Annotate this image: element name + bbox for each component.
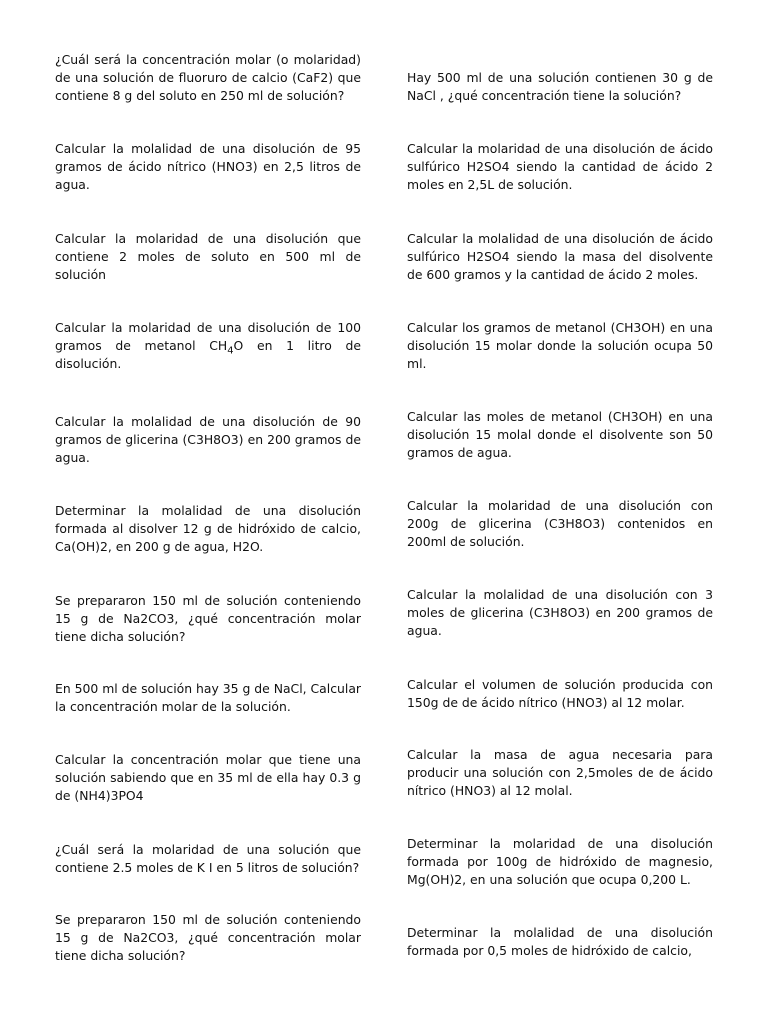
problem-right-10: Determinar la molaridad de una disolución formada por 100g de hidróxido de magnesio, Mg(OH)2, en una solución que ocupa 0,200 L.	[407, 836, 713, 887]
problem-left-10: ¿Cuál será la molaridad de una solución que contiene 2.5 moles de K I en 5 litros de solución?	[55, 842, 361, 875]
problem-left-2: Calcular la molalidad de una disolución de 95 gramos de ácido nítrico (HNO3) en 2,5 litros de agua.	[55, 141, 361, 192]
problem-left-4-text-b: O en 1 litro de disolución.	[55, 338, 361, 371]
problem-right-5: Calcular las moles de metanol (CH3OH) en una disolución 15 molal donde el disolvente son 50 gramos de agua.	[407, 409, 713, 460]
problem-left-4-subscript: 4	[227, 345, 234, 357]
problem-right-3: Calcular la molalidad de una disolución de ácido sulfúrico H2SO4 siendo la masa del disolvente de 600 gramos y la cantidad de ácido 2 moles.	[407, 231, 713, 282]
problem-left-1: ¿Cuál será la concentración molar (o molaridad) de una solución de fluoruro de calcio (CaF2) que contiene 8 g del soluto en 250 ml de solución?	[55, 52, 361, 103]
problem-left-7: Se prepararon 150 ml de solución conteniendo 15 g de Na2CO3, ¿qué concentración molar tiene dicha solución?	[55, 593, 361, 644]
problem-left-8: En 500 ml de solución hay 35 g de NaCl, Calcular la concentración molar de la solución.	[55, 681, 362, 714]
problem-left-3: Calcular la molaridad de una disolución que contiene 2 moles de soluto en 500 ml de solución	[55, 231, 361, 282]
problem-left-11: Se prepararon 150 ml de solución conteniendo 15 g de Na2CO3, ¿qué concentración molar tiene dicha solución?	[55, 912, 361, 963]
problem-right-4: Calcular los gramos de metanol (CH3OH) en una disolución 15 molar donde la solución ocupa 50 ml.	[407, 320, 713, 371]
problem-right-7: Calcular la molalidad de una disolución con 3 moles de glicerina (C3H8O3) en 200 gramos de agua.	[407, 587, 713, 638]
problem-left-9: Calcular la concentración molar que tiene una solución sabiendo que en 35 ml de ella hay 0.3 g de (NH4)3PO4	[55, 752, 361, 803]
problem-left-4	[55, 319, 361, 373]
problem-left-4-text-a: Calcular la molaridad de una disolución de 100 gramos de metanol CH	[55, 320, 361, 353]
problem-right-2: Calcular la molaridad de una disolución de ácido sulfúrico H2SO4 siendo la cantidad de ácido 2 moles en 2,5L de solución.	[407, 141, 713, 192]
problem-right-8: Calcular el volumen de solución producida con 150g de de ácido nítrico (HNO3) al 12 molar.	[407, 677, 713, 710]
problem-right-11: Determinar la molalidad de una disolución formada por 0,5 moles de hidróxido de calcio,	[407, 925, 713, 958]
problem-left-6: Determinar la molalidad de una disolución formada al disolver 12 g de hidróxido de calcio, Ca(OH)2, en 200 g de agua, H2O.	[55, 503, 361, 554]
problem-right-1: Hay 500 ml de una solución contienen 30 g de NaCl , ¿qué concentración tiene la solución?	[407, 70, 713, 103]
problem-right-9: Calcular la masa de agua necesaria para producir una solución con 2,5moles de de ácido nítrico (HNO3) al 12 molal.	[407, 747, 713, 798]
problem-left-5: Calcular la molalidad de una disolución de 90 gramos de glicerina (C3H8O3) en 200 gramos de agua.	[55, 414, 361, 465]
problem-right-6: Calcular la molaridad de una disolución con 200g de glicerina (C3H8O3) contenidos en 200ml de solución.	[407, 498, 713, 549]
